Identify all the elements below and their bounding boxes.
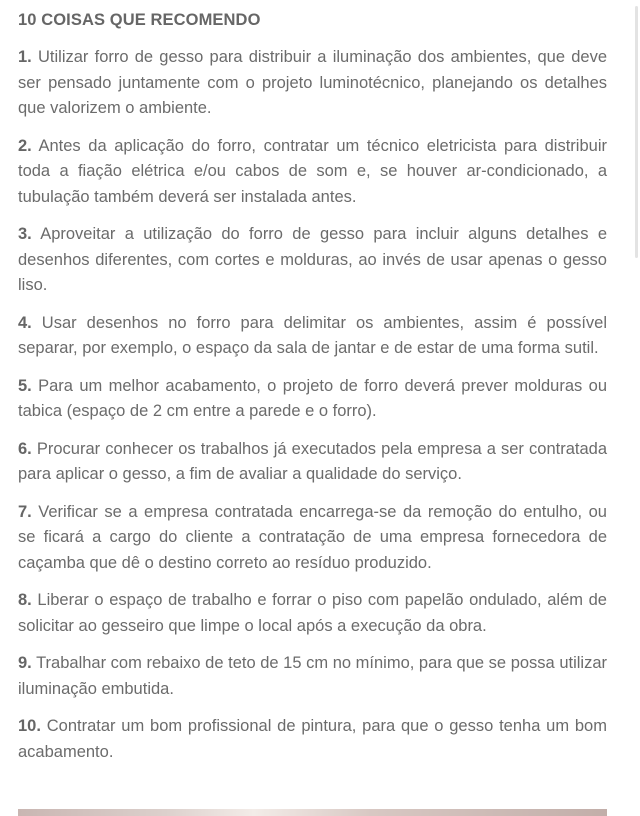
list-item <box>18 437 607 488</box>
tip-number: 10. <box>18 717 41 735</box>
article-heading: 10 COISAS QUE RECOMENDO <box>18 11 261 29</box>
tip-number: 2. <box>18 136 32 155</box>
tip-number: 6. <box>18 439 32 458</box>
tip-number: 4. <box>18 313 32 332</box>
list-item <box>18 222 607 299</box>
tip-text: Para um melhor acabamento, o projeto de forro deverá prever molduras ou tabica (espaço de 2 cm entre a parede e o forro). <box>18 376 607 420</box>
tip-text: Utilizar forro de gesso para distribuir a iluminação dos ambientes, que deve ser pensado juntamente com o projeto luminotécnico, planejando os detalhes que valorizem o ambiente. <box>18 48 608 117</box>
tip-text: Verificar se a empresa contratada encarrega-se da remoção do entulho, ou se ficará a cargo do cliente a contratação de uma empresa fornecedora de caçamba que dê o destino correto ao resíduo produzido. <box>18 502 607 572</box>
tip-text: Contratar um bom profissional de pintura, para que o gesso tenha um bom acabamento. <box>18 717 607 761</box>
article <box>18 0 607 765</box>
tip-text: Liberar o espaço de trabalho e forrar o piso com papelão ondulado, além de solicitar ao gesseiro que limpe o local após a execução da obra. <box>18 591 607 635</box>
tip-number: 1. <box>18 48 32 66</box>
tip-number: 9. <box>18 654 32 672</box>
list-item <box>18 45 607 122</box>
tip-text: Antes da aplicação do forro, contratar um técnico eletricista para distribuir toda a fiação elétrica e/ou cabos de som e, se houver ar-condicionado, a tubulação também deverá ser instalada antes. <box>18 136 607 206</box>
tip-number: 3. <box>18 225 32 243</box>
tip-text: Trabalhar com rebaixo de teto de 15 cm no mínimo, para que se possa utilizar iluminação embutida. <box>18 654 608 698</box>
list-item <box>18 588 607 639</box>
list-item <box>18 714 607 765</box>
list-item <box>18 651 607 702</box>
tip-number: 5. <box>18 376 32 395</box>
list-item <box>18 374 607 425</box>
tip-text: Usar desenhos no forro para delimitar os ambientes, assim é possível separar, por exemplo, o espaço da sala de jantar e de estar de uma forma sutil. <box>18 313 607 357</box>
list-item <box>18 500 607 577</box>
scrollbar[interactable] <box>635 6 638 258</box>
tips-list <box>18 45 607 765</box>
list-item <box>18 311 607 362</box>
tip-number: 8. <box>18 591 32 609</box>
tip-number: 7. <box>18 502 32 521</box>
tip-text: Aproveitar a utilização do forro de gesso para incluir alguns detalhes e desenhos diferentes, com cortes e molduras, ao invés de usar apenas o gesso liso. <box>18 225 607 294</box>
tip-text: Procurar conhecer os trabalhos já executados pela empresa a ser contratada para aplicar o gesso, a fim de avaliar a qualidade do serviço. <box>18 439 607 483</box>
article-image <box>18 809 607 816</box>
list-item <box>18 134 607 211</box>
